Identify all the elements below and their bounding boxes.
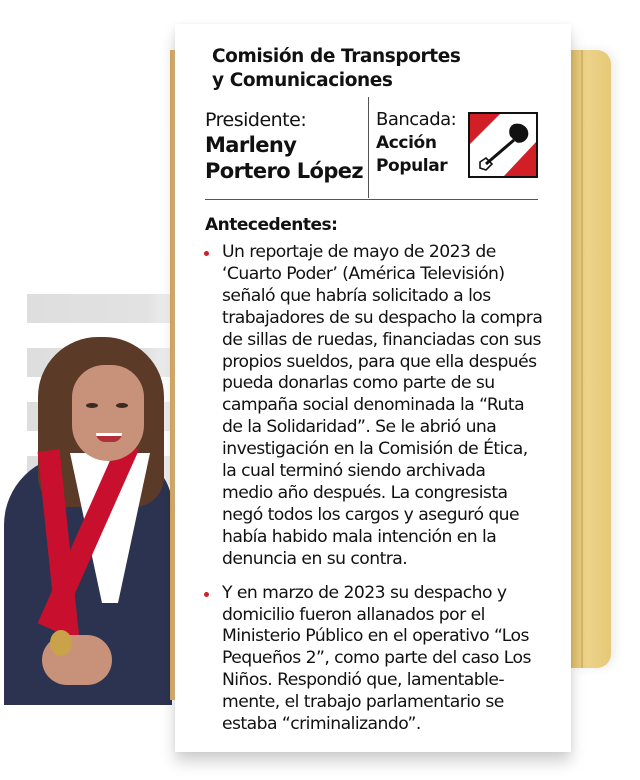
stripe — [27, 294, 177, 323]
eye — [86, 403, 98, 408]
list-item: Y en marzo de 2023 su despacho y domicilio fueron allanados por el Ministerio Público en el operativo “Los Pequeños 2”, como parte del caso Los Niños. Respondió que, lamentable- mente, el trabajo parlamentario se estaba “criminalizando”. — [203, 583, 565, 736]
horizontal-divider — [205, 199, 538, 200]
vertical-divider — [368, 97, 369, 198]
president-block — [205, 108, 368, 184]
smile — [96, 433, 122, 442]
bullet-dot-icon — [204, 592, 209, 597]
accion-popular-shovel-logo-icon — [468, 112, 538, 178]
info-card — [175, 24, 571, 752]
eye — [116, 403, 128, 408]
bancada-label: Bancada: — [376, 109, 457, 130]
congress-medal — [50, 630, 72, 656]
president-label: Presidente: — [205, 109, 307, 131]
list-item: Un reportaje de mayo de 2023 de ‘Cuarto Poder’ (América Televisión) señaló que habría solicitado a los trabajadores de su despacho la compra de sillas de ruedas, financiadas con sus propios sueldos, para que ella después pueda donarlas como parte de su campaña social denominada la “Ruta de la Solidaridad”. Se le abrió una investigación en la Comisión de Ética, la cual terminó siendo archivada medio año después. La congresista negó todos los cargos y aseguró que había habido mala intención en la denuncia en su contra. — [203, 242, 565, 571]
bancada-name: Acción Popular — [376, 133, 448, 176]
congresswoman-portrait-photo — [0, 335, 172, 705]
commission-title: Comisión de Transportes y Comunicaciones — [212, 46, 461, 91]
bullet-dot-icon — [204, 251, 209, 256]
president-name: Marleny Portero López — [205, 133, 364, 183]
antecedentes-list — [203, 242, 565, 748]
bancada-block — [376, 108, 456, 178]
folder-edge-right — [571, 50, 611, 668]
face — [72, 365, 144, 461]
antecedentes-heading: Antecedentes: — [205, 215, 338, 235]
